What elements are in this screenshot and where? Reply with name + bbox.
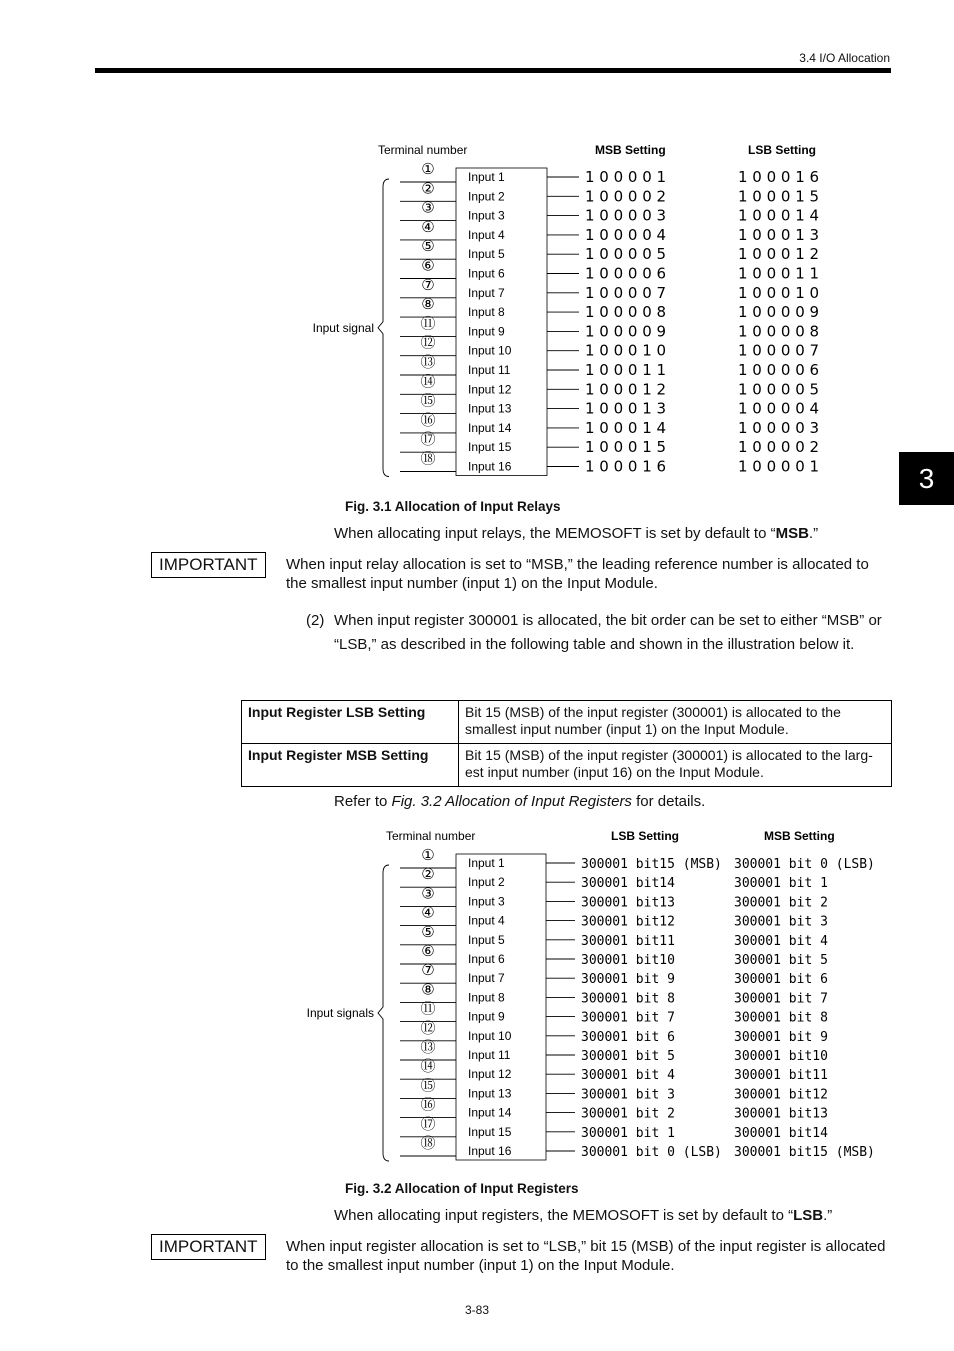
setting-b-value: 300001 bit 6 (734, 972, 828, 988)
setting-heading-b: LSB Setting (748, 143, 816, 157)
terminal-number: ⑥ (421, 942, 435, 960)
header-rule (95, 68, 891, 73)
setting-b-value: 1 0 0 0 1 2 (738, 245, 820, 264)
input-label: Input 9 (468, 324, 505, 339)
setting-a-value: 1 0 0 0 0 2 (585, 187, 667, 206)
important-text-1: When input relay allocation is set to “MSB,” the leading reference number is allocated to the smallest input number (input 1) on the Input Module. (286, 556, 869, 592)
terminal-number: ⑬ (420, 353, 436, 371)
input-relay-diagram (290, 140, 850, 480)
setting-b-value: 1 0 0 0 0 8 (738, 322, 820, 341)
table-value: Bit 15 (MSB) of the input register (300001) is allocated to the larg-est input number (input 16) on the Input Module. (459, 744, 892, 787)
input-label: Input 2 (468, 189, 505, 204)
table-value: Bit 15 (MSB) of the input register (300001) is allocated to the smallest input number (input 1) on the Input Module. (459, 701, 892, 744)
setting-a-value: 1 0 0 0 0 3 (585, 206, 667, 225)
important-text-2: When input register allocation is set to “LSB,” bit 15 (MSB) of the input register is allocated to the smallest input number (input 1) on the Input Module. (286, 1238, 886, 1274)
setting-b-value: 1 0 0 0 0 3 (738, 418, 820, 437)
setting-a-value: 1 0 0 0 1 2 (585, 380, 667, 399)
setting-a-value: 1 0 0 0 1 1 (585, 361, 667, 379)
input-label: Input 2 (468, 875, 505, 890)
setting-a-value: 1 0 0 0 0 6 (585, 264, 667, 283)
para2-text: When allocating input registers, the MEMOSOFT is set by default to “ (334, 1207, 794, 1224)
setting-a-value: 1 0 0 0 1 6 (585, 457, 667, 476)
setting-b-value: 1 0 0 0 0 9 (738, 303, 820, 322)
setting-b-value: 300001 bit10 (734, 1049, 828, 1064)
terminal-number: ② (421, 865, 435, 884)
terminal-number: ① (421, 160, 435, 178)
terminal-number: ⑫ (420, 1018, 436, 1037)
terminal-number: ⑫ (420, 333, 436, 352)
input-signal-label: Input signals (306, 1006, 374, 1020)
setting-a-value: 1 0 0 0 1 4 (585, 418, 667, 437)
terminal-number: ③ (421, 884, 435, 903)
setting-b-value: 300001 bit 3 (734, 914, 828, 930)
setting-b-value: 1 0 0 0 0 6 (738, 361, 820, 379)
input-label: Input 13 (468, 401, 512, 416)
input-label: Input 16 (468, 1144, 512, 1158)
figure2-caption: Fig. 3.2 Allocation of Input Registers (345, 1181, 579, 1196)
setting-b-value: 300001 bit 4 (734, 933, 828, 949)
terminal-number: ⑯ (420, 1095, 436, 1114)
terminal-number: ⑭ (420, 1057, 436, 1076)
input-label: Input 7 (468, 285, 505, 300)
setting-a-value: 300001 bit10 (581, 953, 675, 968)
register-setting-table (241, 700, 892, 787)
input-label: Input 7 (468, 971, 505, 986)
setting-a-value: 300001 bit 5 (581, 1049, 675, 1064)
para1-text: When allocating input relays, the MEMOSOFT is set by default to “ (334, 525, 776, 542)
setting-a-value: 300001 bit13 (581, 895, 675, 911)
input-label: Input 3 (468, 894, 505, 909)
terminal-number: ④ (421, 217, 435, 236)
setting-a-value: 1 0 0 0 0 1 (585, 168, 667, 186)
terminal-number-heading: Terminal number (386, 829, 476, 843)
input-label: Input 6 (468, 266, 505, 281)
input-label: Input 12 (468, 382, 512, 397)
setting-a-value: 300001 bit 3 (581, 1087, 675, 1103)
terminal-number: ④ (421, 903, 435, 922)
refer-figure-link: Fig. 3.2 Allocation of Input Registers (391, 793, 632, 810)
input-label: Input 6 (468, 952, 505, 966)
input-signal-label: Input signal (312, 320, 374, 335)
setting-a-value: 1 0 0 0 0 4 (585, 225, 667, 244)
input-label: Input 8 (468, 990, 505, 1005)
setting-a-value: 1 0 0 0 1 5 (585, 438, 667, 457)
input-label: Input 14 (468, 420, 512, 435)
setting-b-value: 300001 bit 0 (LSB) (734, 857, 875, 872)
setting-b-value: 300001 bit12 (734, 1087, 828, 1103)
setting-a-value: 300001 bit 2 (581, 1106, 675, 1122)
item2-text: When input register 300001 is allocated, the bit order can be set to either “MSB” or “LSB,” as described in the following table and shown in the illustration below it. (334, 612, 882, 653)
terminal-number: ③ (421, 198, 435, 217)
setting-a-value: 300001 bit 0 (LSB) (581, 1145, 722, 1160)
terminal-number: ⑭ (420, 372, 436, 391)
setting-a-value: 300001 bit15 (MSB) (581, 857, 722, 872)
input-label: Input 5 (468, 247, 505, 262)
table-key: Input Register LSB Setting (242, 701, 459, 744)
figure-input-registers (290, 826, 880, 1170)
input-label: Input 4 (468, 913, 505, 928)
input-label: Input 1 (468, 170, 505, 184)
input-label: Input 3 (468, 208, 505, 223)
para-relay-default (334, 522, 818, 546)
setting-b-value: 300001 bit 5 (734, 953, 828, 968)
input-label: Input 12 (468, 1067, 512, 1082)
section-header: 3.4 I/O Allocation (799, 51, 890, 65)
input-label: Input 10 (468, 1028, 512, 1043)
terminal-number: ⑧ (421, 295, 435, 314)
setting-b-value: 300001 bit13 (734, 1106, 828, 1122)
table-key: Input Register MSB Setting (242, 744, 459, 787)
setting-b-value: 300001 bit 1 (734, 876, 828, 892)
input-label: Input 11 (468, 1048, 511, 1062)
setting-b-value: 1 0 0 0 0 4 (738, 399, 820, 418)
input-label: Input 5 (468, 932, 505, 947)
terminal-number: ⑱ (420, 449, 436, 468)
terminal-number: ⑦ (421, 275, 435, 294)
setting-b-value: 1 0 0 0 0 2 (738, 438, 820, 457)
figure1-caption: Fig. 3.1 Allocation of Input Relays (345, 499, 561, 514)
setting-a-value: 300001 bit 9 (581, 972, 675, 988)
terminal-number: ⑯ (420, 410, 436, 429)
terminal-number: ⑰ (420, 430, 436, 449)
terminal-number: ⑥ (421, 256, 435, 275)
input-label: Input 16 (468, 459, 512, 474)
para2-end: .” (823, 1207, 833, 1224)
refer-post: for details. (631, 793, 706, 810)
para2-bold: LSB (793, 1207, 824, 1224)
input-label: Input 8 (468, 305, 505, 320)
input-label: Input 9 (468, 1009, 505, 1024)
setting-b-value: 300001 bit14 (734, 1125, 828, 1141)
terminal-number: ⑧ (421, 980, 435, 999)
input-label: Input 1 (468, 856, 505, 870)
setting-b-value: 1 0 0 0 1 4 (738, 206, 820, 225)
terminal-number: ⑮ (420, 1076, 436, 1095)
input-register-diagram (290, 826, 880, 1170)
input-signal-brace (378, 179, 389, 477)
setting-b-value: 300001 bit 8 (734, 1010, 828, 1026)
setting-b-value: 300001 bit11 (734, 1068, 828, 1084)
para-register-default (334, 1204, 832, 1228)
important-label-2: IMPORTANT (151, 1234, 266, 1260)
setting-a-value: 1 0 0 0 1 0 (585, 341, 667, 360)
setting-b-value: 1 0 0 0 1 3 (738, 225, 820, 244)
setting-a-value: 1 0 0 0 0 9 (585, 322, 667, 341)
terminal-number: ⑰ (420, 1114, 436, 1133)
table-row (242, 701, 892, 744)
setting-heading-b: MSB Setting (764, 829, 835, 843)
setting-b-value: 300001 bit 9 (734, 1029, 828, 1045)
terminal-number: ⑮ (420, 391, 436, 410)
setting-b-value: 300001 bit15 (MSB) (734, 1145, 875, 1160)
input-signal-brace (378, 865, 389, 1161)
setting-b-value: 1 0 0 0 0 1 (738, 457, 820, 476)
setting-b-value: 1 0 0 0 1 6 (738, 168, 820, 186)
setting-a-value: 300001 bit11 (581, 933, 675, 949)
terminal-number: ⑪ (420, 999, 436, 1018)
setting-a-value: 300001 bit14 (581, 876, 675, 892)
terminal-number: ② (421, 179, 435, 198)
setting-b-value: 1 0 0 0 1 5 (738, 187, 820, 206)
setting-a-value: 300001 bit 8 (581, 991, 675, 1007)
input-label: Input 10 (468, 343, 512, 358)
setting-a-value: 1 0 0 0 0 7 (585, 283, 667, 302)
terminal-number: ⑬ (420, 1038, 436, 1056)
terminal-number: ⑱ (420, 1134, 436, 1152)
setting-a-value: 300001 bit 4 (581, 1068, 675, 1084)
setting-b-value: 300001 bit 7 (734, 991, 828, 1007)
terminal-number: ⑪ (420, 314, 436, 333)
setting-a-value: 300001 bit 6 (581, 1029, 675, 1045)
input-label: Input 4 (468, 227, 505, 242)
input-label: Input 15 (468, 1124, 512, 1139)
item2-number: (2) (306, 612, 325, 629)
setting-heading-a: LSB Setting (611, 829, 679, 843)
page-number: 3-83 (464, 1303, 490, 1317)
table-row (242, 744, 892, 787)
setting-b-value: 1 0 0 0 0 5 (738, 380, 820, 399)
terminal-number: ⑤ (421, 922, 435, 941)
setting-a-value: 300001 bit 1 (581, 1125, 675, 1141)
figure-input-relays (290, 140, 850, 480)
para1-bold: MSB (775, 525, 809, 542)
input-label: Input 15 (468, 440, 512, 455)
refer-text (334, 790, 705, 814)
setting-heading-a: MSB Setting (595, 143, 666, 157)
setting-a-value: 1 0 0 0 1 3 (585, 399, 667, 418)
setting-a-value: 1 0 0 0 0 5 (585, 245, 667, 264)
input-label: Input 11 (468, 363, 511, 377)
chapter-tab: 3 (899, 452, 954, 505)
setting-b-value: 1 0 0 0 1 1 (738, 264, 820, 283)
setting-a-value: 300001 bit12 (581, 914, 675, 930)
input-label: Input 13 (468, 1086, 512, 1101)
setting-b-value: 1 0 0 0 0 7 (738, 341, 820, 360)
refer-pre: Refer to (334, 793, 392, 810)
input-label: Input 14 (468, 1105, 512, 1120)
setting-b-value: 300001 bit 2 (734, 895, 828, 911)
setting-a-value: 300001 bit 7 (581, 1010, 675, 1026)
terminal-number: ⑤ (421, 237, 435, 256)
important-label-1: IMPORTANT (151, 552, 266, 578)
setting-b-value: 1 0 0 0 1 0 (738, 283, 820, 302)
terminal-number-heading: Terminal number (378, 143, 468, 157)
terminal-number: ⑦ (421, 961, 435, 980)
setting-a-value: 1 0 0 0 0 8 (585, 303, 667, 322)
para1-end: .” (808, 525, 819, 542)
terminal-number: ① (421, 846, 435, 864)
